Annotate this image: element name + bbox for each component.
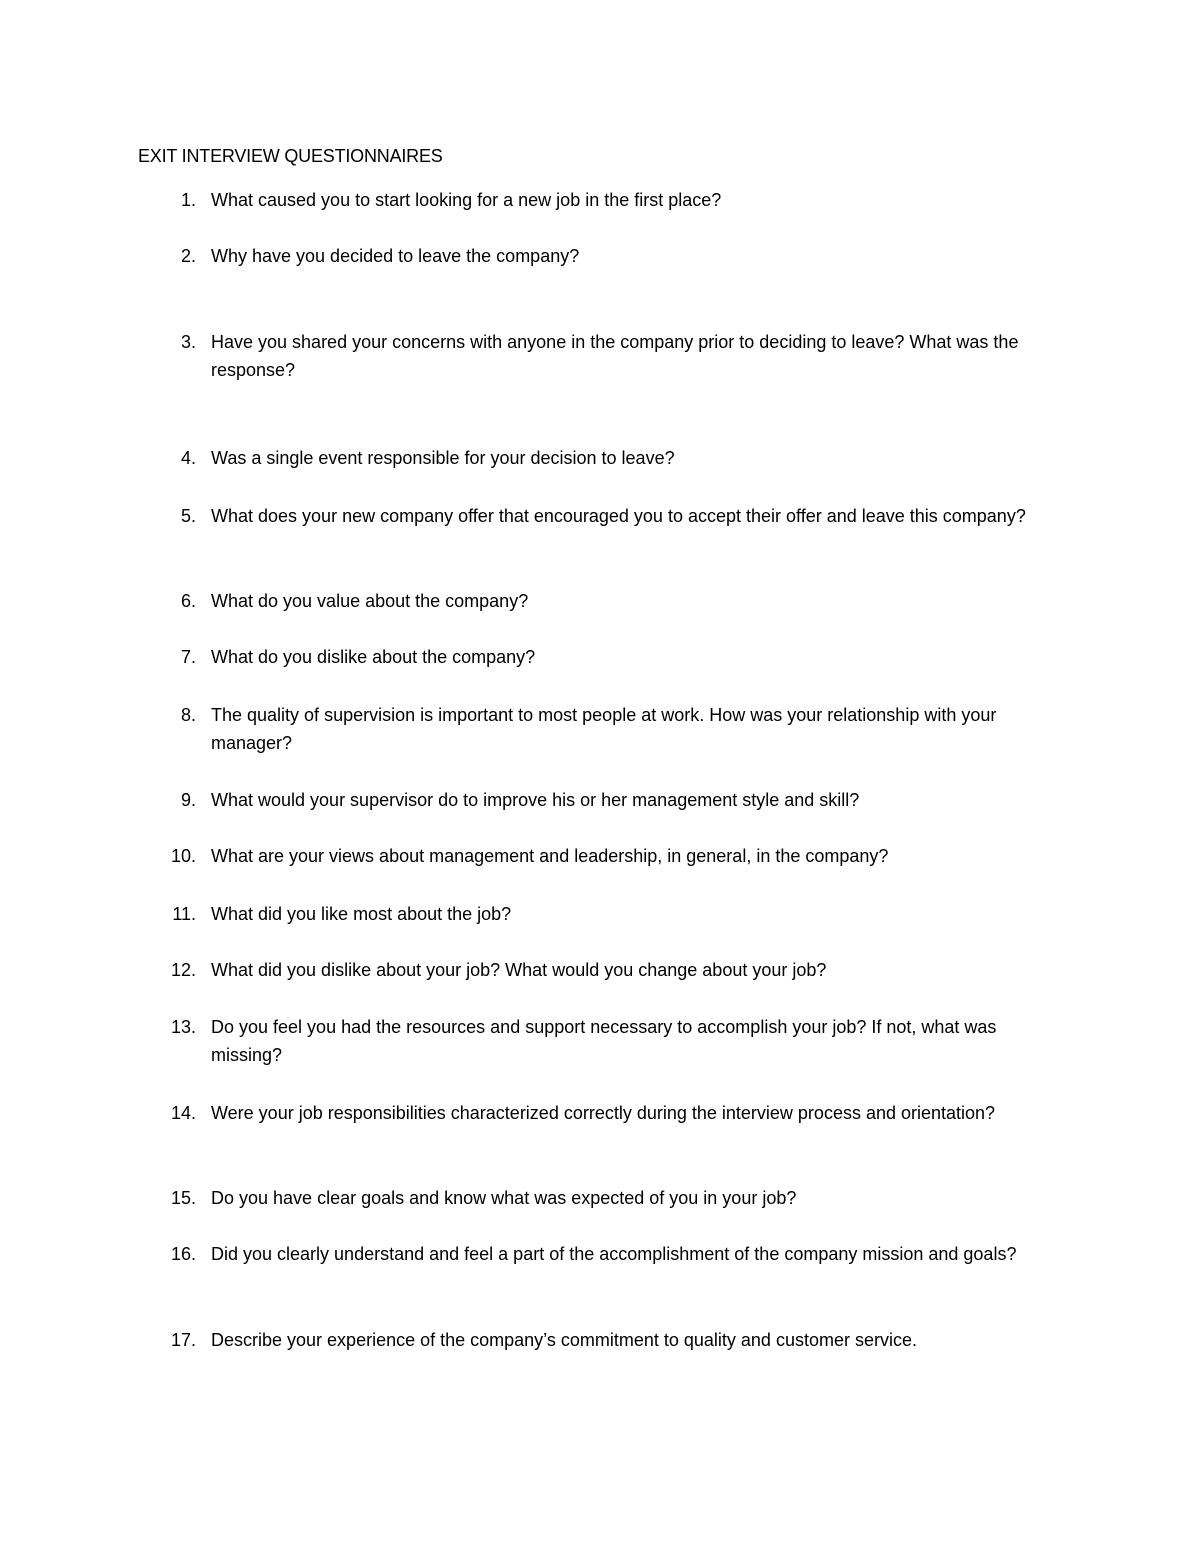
question-number: 9.	[180, 790, 196, 810]
question-text: What are your views about management and leadership, in general, in the company?	[211, 846, 889, 866]
question-number: 11.	[172, 904, 196, 924]
question-text: Why have you decided to leave the company?	[211, 246, 580, 266]
question-text: Were your job responsibilities characterized correctly during the interview process and orientation?	[211, 1103, 996, 1123]
question-text: What do you dislike about the company?	[211, 647, 536, 667]
question-text: What did you like most about the job?	[211, 904, 512, 924]
question-text: Was a single event responsible for your decision to leave?	[211, 448, 675, 468]
question-number: 1.	[180, 190, 196, 210]
question-text: Did you clearly understand and feel a part of the accomplishment of the company mission and goals?	[211, 1244, 1017, 1264]
question-number: 15.	[170, 1188, 196, 1208]
question-number: 8.	[180, 705, 196, 725]
question-number: 14.	[170, 1103, 196, 1123]
question-text: What did you dislike about your job? What would you change about your job?	[211, 960, 827, 980]
question-text: What do you value about the company?	[211, 591, 529, 611]
question-number: 6.	[180, 591, 196, 611]
question-number: 10.	[170, 846, 196, 866]
question-number: 2.	[180, 246, 196, 266]
document-title: EXIT INTERVIEW QUESTIONNAIRES	[138, 146, 443, 166]
question-number: 3.	[180, 332, 196, 352]
question-text: Have you shared your concerns with anyone in the company prior to deciding to leave? What was the response?	[211, 332, 1019, 380]
question-number: 5.	[180, 506, 196, 526]
question-number: 4.	[180, 448, 196, 468]
question-number: 12.	[170, 960, 196, 980]
question-text: What would your supervisor do to improve his or her management style and skill?	[211, 790, 860, 810]
question-number: 16.	[170, 1244, 196, 1264]
question-text: Describe your experience of the company’s commitment to quality and customer service.	[211, 1330, 917, 1350]
question-number: 13.	[170, 1017, 196, 1037]
question-text: What does your new company offer that encouraged you to accept their offer and leave this company?	[211, 506, 1026, 526]
question-text: The quality of supervision is important to most people at work. How was your relationship with your manager?	[211, 705, 997, 753]
question-text: Do you have clear goals and know what was expected of you in your job?	[211, 1188, 797, 1208]
question-number: 17.	[170, 1330, 196, 1350]
question-number: 7.	[180, 647, 196, 667]
question-text: What caused you to start looking for a new job in the first place?	[211, 190, 722, 210]
question-text: Do you feel you had the resources and support necessary to accomplish your job? If not, what was missing?	[211, 1017, 997, 1065]
